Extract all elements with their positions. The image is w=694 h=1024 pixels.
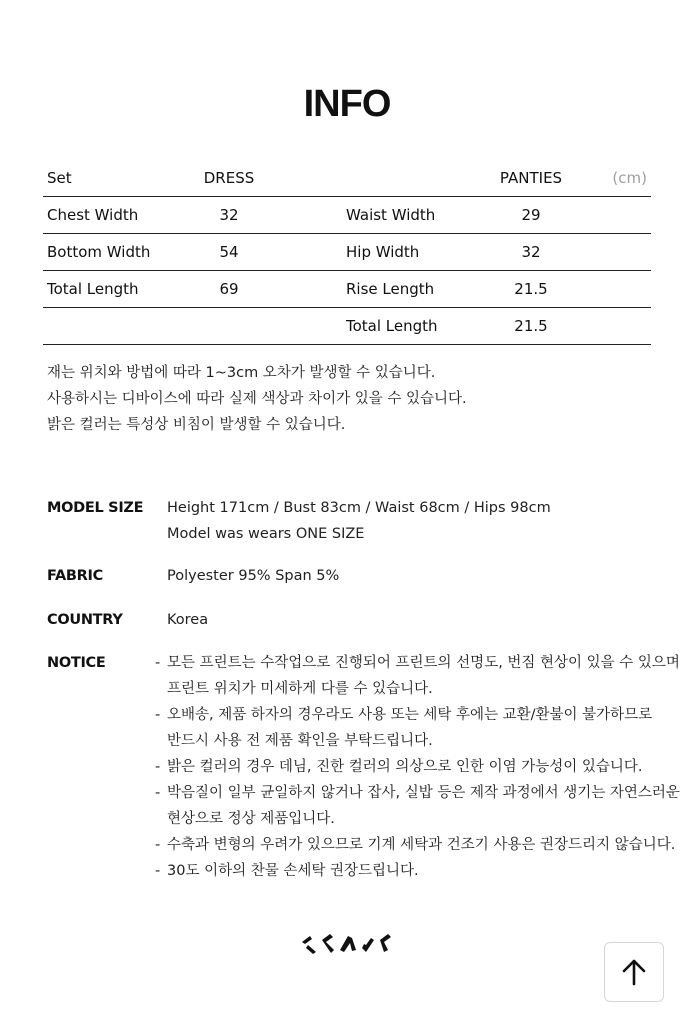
model-size-label: MODEL SIZE: [47, 500, 144, 516]
notice-text: 현상으로 정상 제품입니다.: [167, 811, 335, 827]
table-row: [43, 197, 651, 234]
panties-measure-label: Waist Width: [346, 206, 436, 224]
notice-text: 반드시 사용 전 제품 확인을 부탁드립니다.: [167, 733, 433, 749]
dress-measure-value: [179, 308, 279, 344]
panties-header: PANTIES: [499, 169, 563, 187]
table-row: [43, 271, 651, 308]
panties-measure-value: 32: [521, 243, 541, 261]
notice-text: 모든 프린트는 수작업으로 진행되어 프린트의 선명도, 번짐 현상이 있을 수 있으며: [167, 655, 680, 671]
panties-measure-label: Hip Width: [346, 243, 420, 261]
dress-header: DRESS: [203, 169, 255, 187]
dress-measure-value: 32: [219, 206, 239, 224]
panties-measure-value: 21.5: [514, 317, 548, 335]
list-item: - 수축과 변형의 우려가 있으므로 기계 세탁과 건조기 사용은 권장드리지 않습니다.: [155, 832, 655, 858]
list-item: - 30도 이하의 찬물 손세탁 권장드립니다.: [155, 858, 655, 884]
dress-measure-value: 54: [219, 243, 239, 261]
panties-measure-value: 29: [521, 206, 541, 224]
note-line: 재는 위치와 방법에 따라 1~3cm 오차가 발생할 수 있습니다.: [47, 365, 436, 381]
page-title: INFO: [303, 83, 391, 126]
set-header: Set: [47, 169, 72, 187]
unit-label: (cm): [612, 169, 647, 187]
country-value: Korea: [167, 612, 209, 628]
table-row: [43, 308, 651, 345]
dress-measure-label: Chest Width: [47, 206, 139, 224]
fabric-label: FABRIC: [47, 568, 103, 584]
panties-measure-label: Rise Length: [346, 280, 435, 298]
list-item: - 박음질이 일부 균일하지 않거나 잡사, 실밥 등은 제작 과정에서 생기는 자연스러운 현상으로 정상 제품입니다.: [155, 780, 655, 832]
model-measurements: Height 171cm / Bust 83cm / Waist 68cm / Hips 98cm: [167, 500, 551, 516]
notice-text: 30도 이하의 찬물 손세탁 권장드립니다.: [167, 863, 419, 879]
arrow-up-icon: [621, 958, 647, 986]
notice-text: 수축과 변형의 우려가 있으므로 기계 세탁과 건조기 사용은 권장드리지 않습니다.: [167, 837, 676, 853]
note-line: 사용하시는 디바이스에 따라 실제 색상과 차이가 있을 수 있습니다.: [47, 391, 467, 407]
notice-text: 밝은 컬러의 경우 데님, 진한 컬러의 의상으로 인한 이염 가능성이 있습니다.: [167, 759, 643, 775]
scroll-to-top-button[interactable]: [604, 942, 664, 1002]
size-table: [43, 160, 651, 345]
list-item: - 밝은 컬러의 경우 데님, 진한 컬러의 의상으로 인한 이염 가능성이 있습니다.: [155, 754, 655, 780]
notice-text: 프린트 위치가 미세하게 다를 수 있습니다.: [167, 681, 433, 697]
fabric-value: Polyester 95% Span 5%: [167, 568, 340, 584]
notice-text: 박음질이 일부 균일하지 않거나 잡사, 실밥 등은 제작 과정에서 생기는 자연스러운: [167, 785, 680, 801]
notice-label: NOTICE: [47, 655, 106, 671]
list-item: - 오배송, 제품 하자의 경우라도 사용 또는 세탁 후에는 교환/환불이 불가하므로 반드시 사용 전 제품 확인을 부탁드립니다.: [155, 702, 655, 754]
dress-measure-label: Total Length: [47, 280, 139, 298]
size-table-header: [43, 160, 651, 197]
brand-logo: [300, 930, 394, 956]
note-line: 밝은 컬러는 특성상 비침이 발생할 수 있습니다.: [47, 417, 346, 433]
table-row: [43, 234, 651, 271]
list-item: - 모든 프린트는 수작업으로 진행되어 프린트의 선명도, 번짐 현상이 있을 수 있으며 프린트 위치가 미세하게 다를 수 있습니다.: [155, 650, 655, 702]
notice-list: [155, 650, 680, 884]
model-size-value: [167, 495, 551, 547]
model-wears: Model was wears ONE SIZE: [167, 526, 365, 542]
panties-measure-label: Total Length: [346, 317, 438, 335]
panties-measure-value: 21.5: [514, 280, 548, 298]
dress-measure-value: 69: [219, 280, 239, 298]
measurement-notes: [47, 360, 467, 438]
notice-text: 오배송, 제품 하자의 경우라도 사용 또는 세탁 후에는 교환/환불이 불가하므로: [167, 707, 653, 723]
dress-measure-label: Bottom Width: [47, 243, 151, 261]
country-label: COUNTRY: [47, 612, 123, 628]
